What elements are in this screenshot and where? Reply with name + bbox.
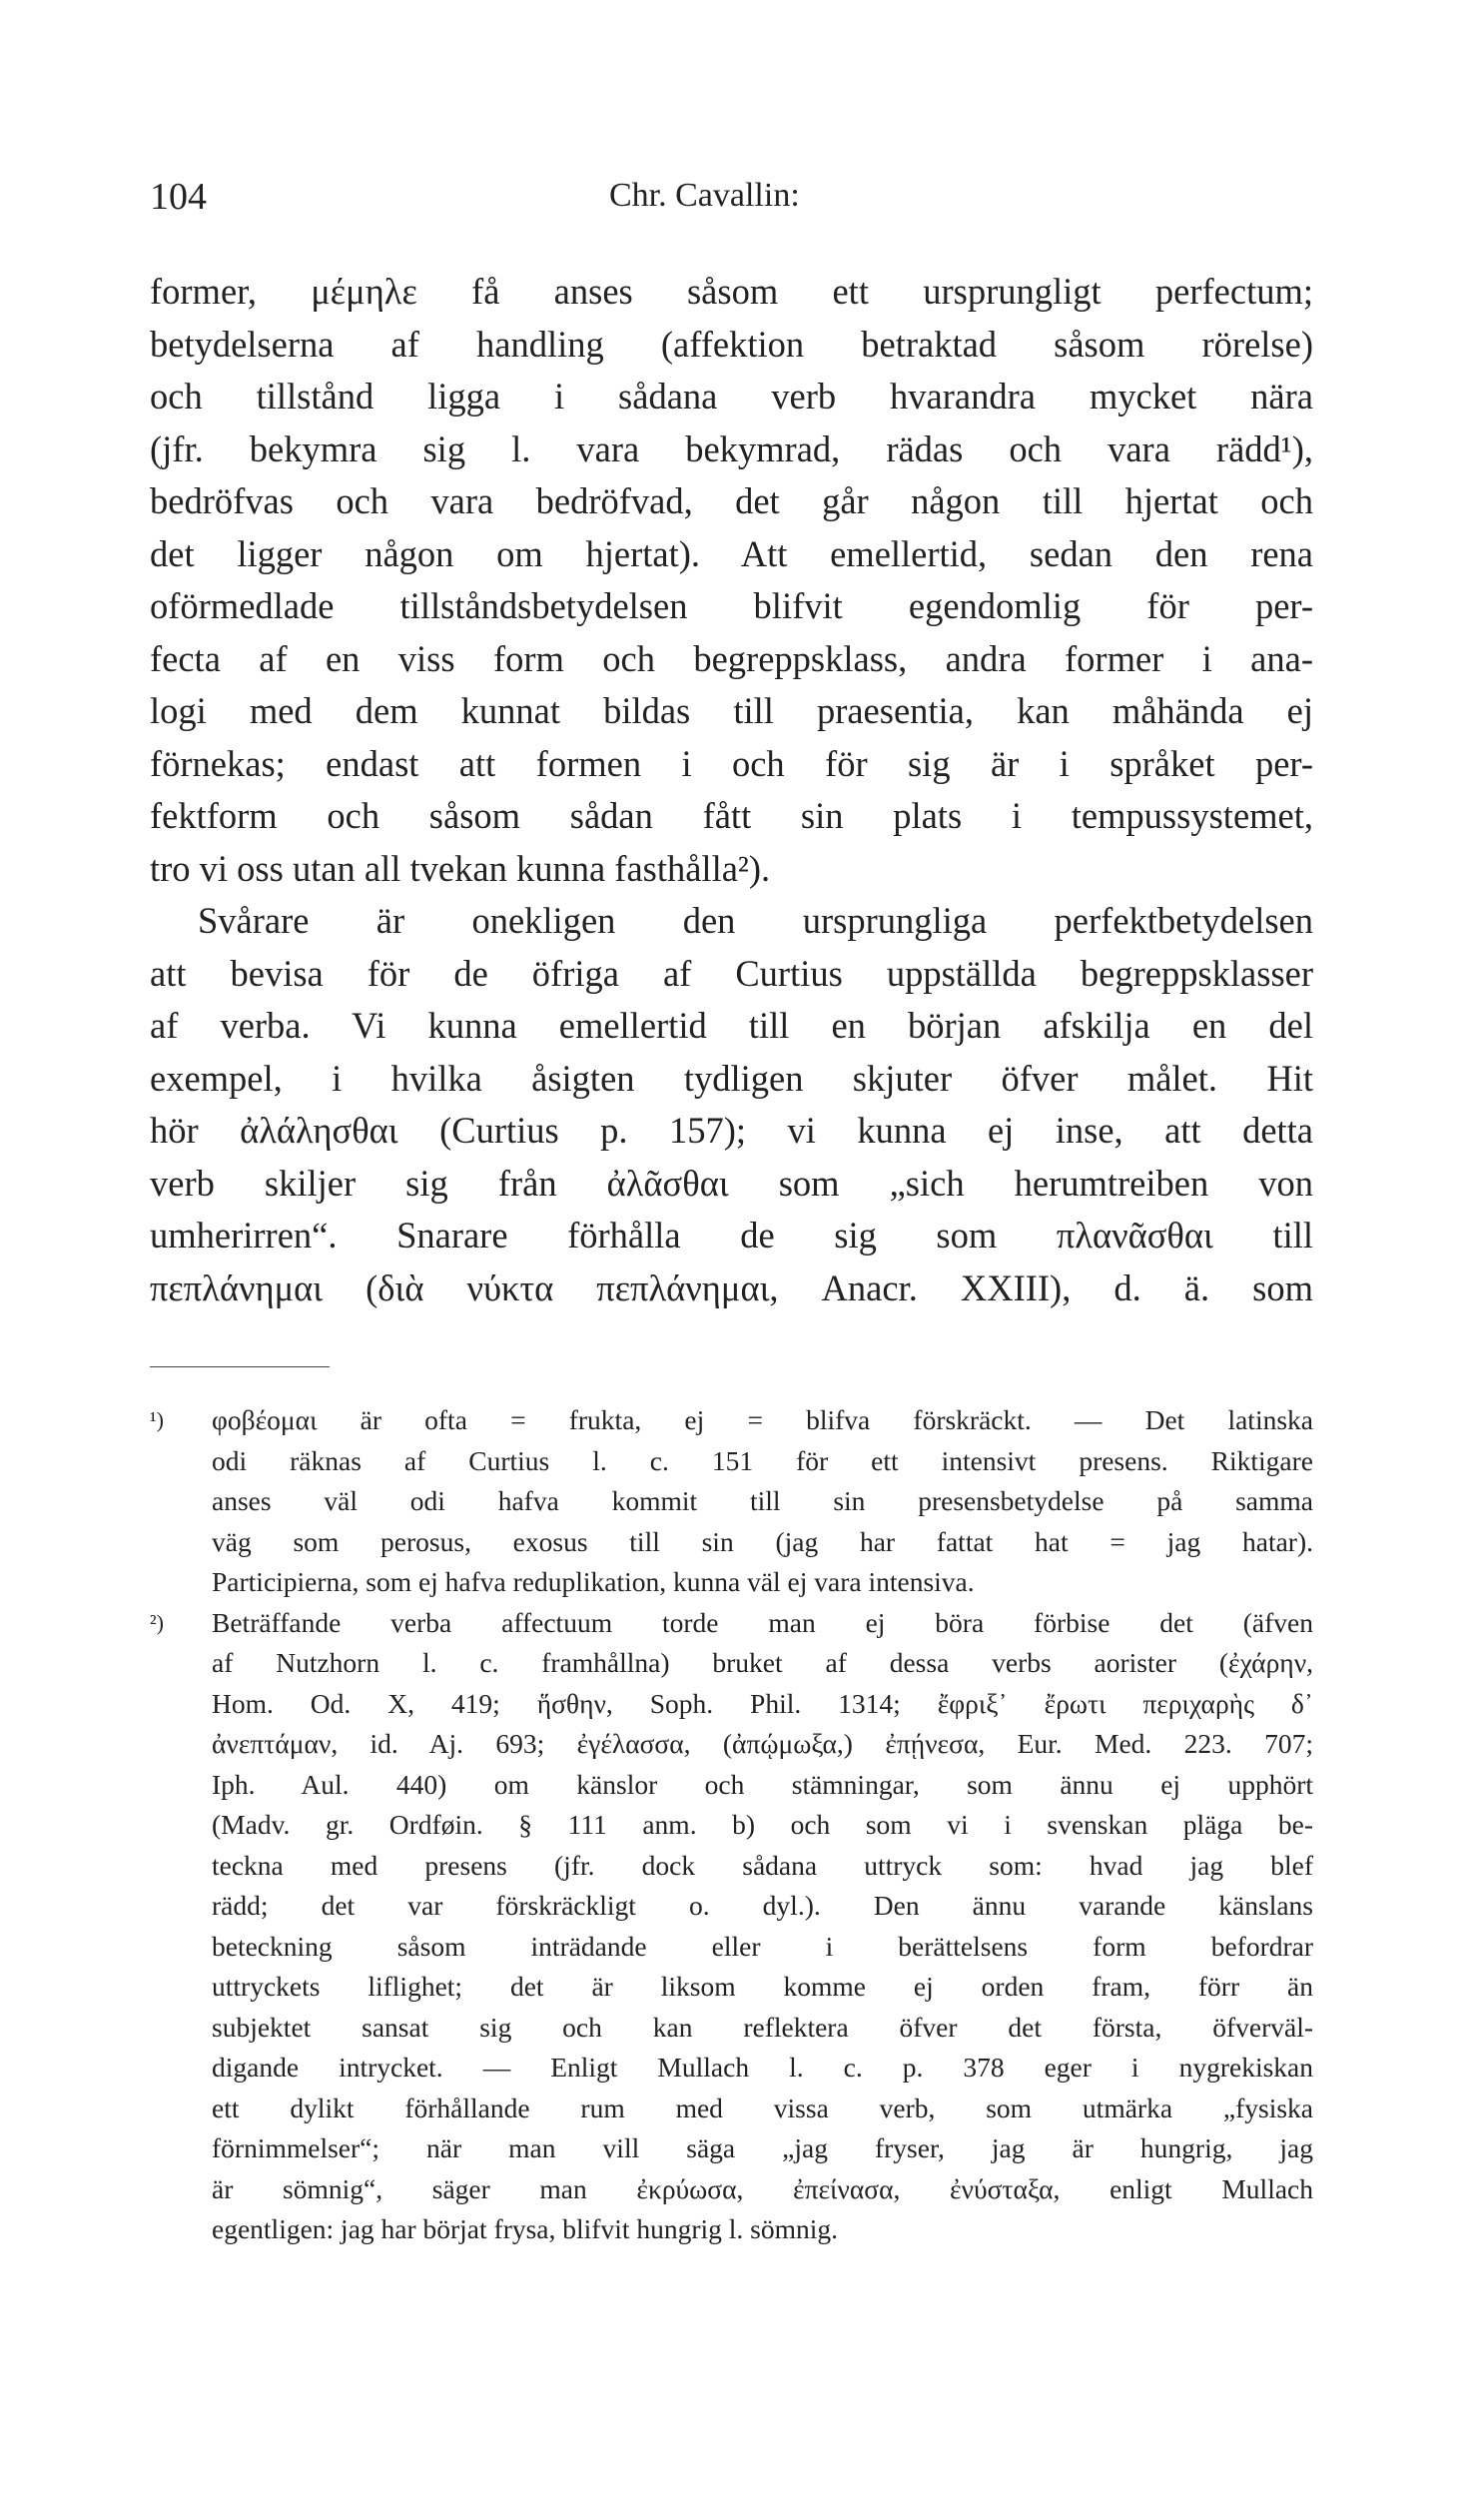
footnote-line: ett dylikt förhållande rum med vissa verb, som utmärka „fysiska <box>212 2092 1313 2123</box>
body-line: fektform och såsom sådan fått sin plats i tempussystemet, <box>150 795 1313 836</box>
body-line: förnekas; endast att formen i och för sig är i språket per- <box>150 742 1313 784</box>
footnote-line: egentligen: jag har börjat frysa, blifvit hungrig l. sömnig. <box>212 2213 839 2244</box>
footnote-line: subjektet sansat sig och kan reflektera öfver det första, öfverväl- <box>212 2011 1313 2043</box>
footnote-line <box>150 1400 1313 1441</box>
footnote-line: teckna med presens (jfr. dock sådana uttryck som: hvad jag blef <box>212 1849 1313 1881</box>
footnote-marker: ¹) <box>150 1407 164 1432</box>
running-head: Chr. Cavallin: <box>609 177 800 214</box>
footnote-line: ἀνεπτάμαν, id. Aj. 693; ἐγέλασσα, (ἀπῴμωξα,) ἐπῄνεσα, Eur. Med. 223. 707; <box>212 1728 1313 1759</box>
body-line: och tillstånd ligga i sådana verb hvarandra mycket nära <box>150 376 1313 417</box>
body-text <box>150 266 1313 1314</box>
footnote-text: φοβέομαι är ofta = frukta, ej = blifva förskräckt. — Det latinska <box>212 1404 1313 1435</box>
body-line: oförmedlade tillståndsbetydelsen blifvit egendomlig för per- <box>150 585 1313 626</box>
body-line: Svårare är onekligen den ursprungliga perfektbetydelsen <box>198 900 1313 941</box>
footnote-line: väg som perosus, exosus till sin (jag har fattat hat = jag hatar). <box>212 1525 1313 1557</box>
footnote-line: af Nutzhorn l. c. framhållna) bruket af dessa verbs aorister (ἐχάρην, <box>212 1647 1313 1678</box>
footnote-line: (Madv. gr. Ordføin. § 111 anm. b) och som vi i svenskan pläga be- <box>212 1809 1313 1840</box>
body-line: att bevisa för de öfriga af Curtius uppställda begreppsklasser <box>150 952 1313 994</box>
body-line: tro vi oss utan all tvekan kunna fasthålla²). <box>150 847 771 889</box>
footnotes <box>150 1400 1313 2250</box>
body-line: logi med dem kunnat bildas till praesentia, kan måhända ej <box>150 690 1313 731</box>
body-line: (jfr. bekymra sig l. vara bekymrad, rädas och vara rädd¹), <box>150 427 1313 469</box>
footnote-line: Hom. Od. X, 419; ἥσθην, Soph. Phil. 1314; ἔφριξ᾽ ἔρωτι περιχαρὴς δ᾽ <box>212 1687 1313 1719</box>
body-line: bedröfvas och vara bedröfvad, det går någon till hjertat och <box>150 480 1313 521</box>
body-line: umherirren“. Snarare förhålla de sig som πλανᾶσθαι till <box>150 1215 1313 1256</box>
body-line: hör ἀλάλησθαι (Curtius p. 157); vi kunna ej inse, att detta <box>150 1110 1313 1151</box>
footnote-line <box>150 1603 1313 1644</box>
footnote-line: digande intrycket. — Enligt Mullach l. c. p. 378 eger i nygrekiskan <box>212 2052 1313 2083</box>
footnote-line: rädd; det var förskräckligt o. dyl.). Den ännu varande känslans <box>212 1890 1313 1921</box>
footnote-line: Participierna, som ej hafva reduplikation, kunna väl ej vara intensiva. <box>212 1566 975 1597</box>
footnote-text: Beträffande verba affectuum torde man ej böra förbise det (äfven <box>212 1606 1313 1638</box>
footnote-line: anses väl odi hafva kommit till sin presensbetydelse på samma <box>212 1485 1313 1516</box>
footnote-line: är sömnig“, säger man ἐκρύωσα, ἐπείνασα, ἐνύσταξα, enligt Mullach <box>212 2172 1313 2204</box>
body-line: πεπλάνημαι (διὰ νύκτα πεπλάνημαι, Anacr. XXIII), d. ä. som <box>150 1266 1313 1308</box>
footnote-marker: ²) <box>150 1609 164 1635</box>
body-line: former, μέμηλε få anses såsom ett ursprungligt perfectum; <box>150 271 1313 312</box>
footnote-line: uttryckets liflighet; det är liksom komme ej orden fram, förr än <box>212 1971 1313 2002</box>
footnote-line: Iph. Aul. 440) om känslor och stämningar, som ännu ej upphört <box>212 1768 1313 1800</box>
footnote-line: förnimmelser“; när man vill säga „jag fryser, jag är hungrig, jag <box>212 2132 1313 2163</box>
body-line: exempel, i hvilka åsigten tydligen skjuter öfver målet. Hit <box>150 1057 1313 1099</box>
body-line: fecta af en viss form och begreppsklass, andra former i ana- <box>150 637 1313 679</box>
page-number: 104 <box>150 176 207 218</box>
body-line: verb skiljer sig från ἀλᾶσθαι som „sich herumtreiben von <box>150 1162 1313 1204</box>
footnote-line: beteckning såsom inträdande eller i berättelsens form befordrar <box>212 1930 1313 1962</box>
page-header <box>150 175 1313 225</box>
footnote-line: odi räknas af Curtius l. c. 151 för ett intensivt presens. Riktigare <box>212 1444 1313 1476</box>
body-line: det ligger någon om hjertat). Att emellertid, sedan den rena <box>150 532 1313 574</box>
body-line: betydelserna af handling (affektion betraktad såsom rörelse) <box>150 323 1313 365</box>
body-line: af verba. Vi kunna emellertid till en början afskilja en del <box>150 1005 1313 1046</box>
footnote-divider <box>150 1366 330 1367</box>
